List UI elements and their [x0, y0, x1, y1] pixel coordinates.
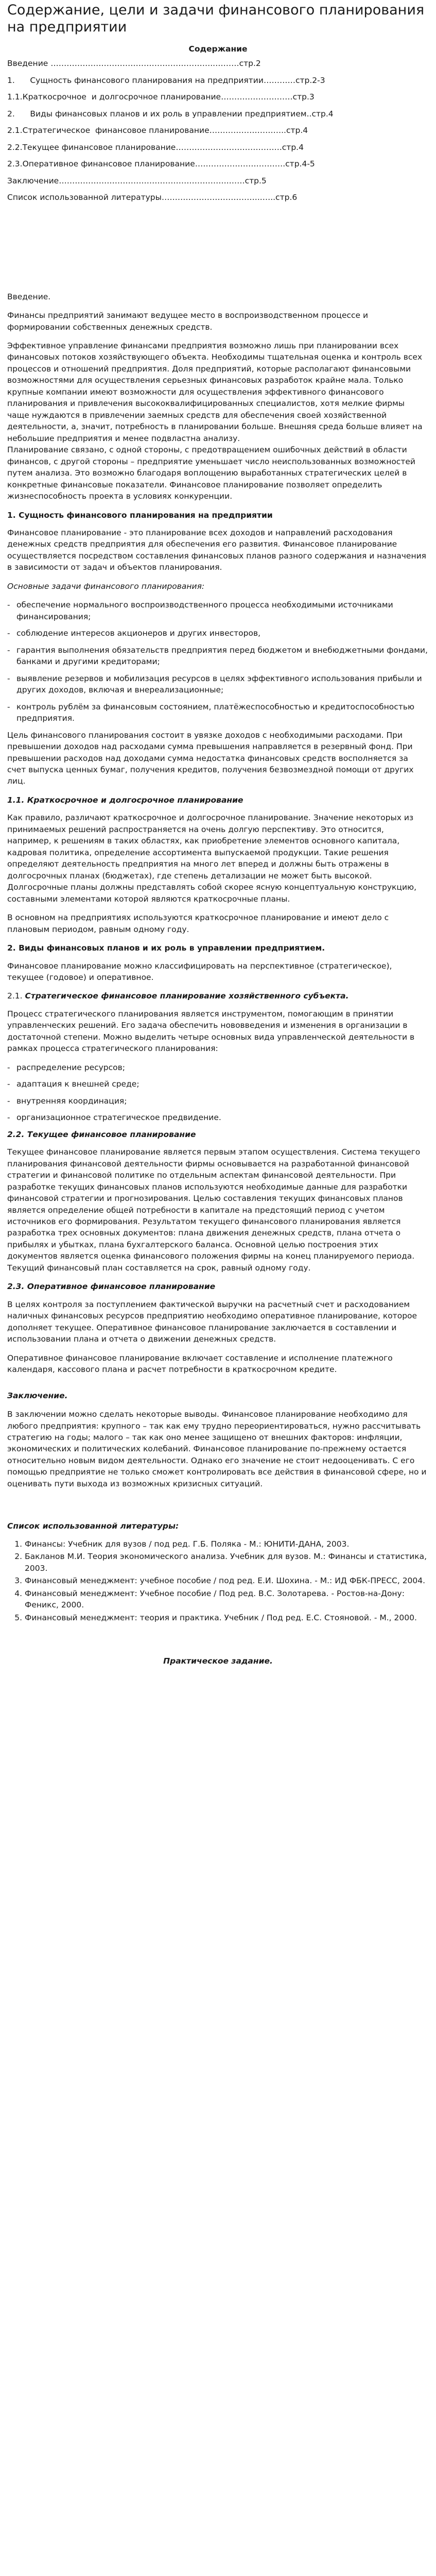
practical-task-heading: Практическое задание. — [163, 1656, 273, 1666]
list-item-text: соблюдение интересов акционеров и других инвесторов, — [16, 629, 261, 638]
section-number: 2.1. — [7, 991, 23, 1001]
toc-line: Заключение……………………………………………………….……стр.5 — [7, 176, 267, 185]
intro-heading: Введение. — [7, 292, 51, 301]
page-title: Содержание, цели и задачи финансового планирования на предприятии — [7, 2, 425, 35]
list-item — [7, 645, 429, 668]
dash-marker: - — [7, 1113, 10, 1123]
list-item-text: контроль рублём за финансовым состоянием, платёжеспособностью и кредитоспособностью предприятия. — [16, 702, 415, 723]
list-item-text: организационное стратегическое предвидение. — [16, 1113, 221, 1123]
list-item-text: обеспечение нормального воспроизводственного процесса необходимыми источниками финансирования; — [16, 600, 393, 621]
blank-space — [7, 209, 429, 291]
section-paragraph: Цель финансового планирования состоит в увязке доходов с необходимыми расходами. При превышении доходов над расходами сумма превышения направляется в резервный фонд. При превышении расходов над доходами сумма недостатка финансовых средств восполняется за счет выпуска ценных бумаг, получения кредитов, получения безвозмездной помощи от других лиц. — [7, 730, 414, 786]
literature-item: 3. Финансовый менеджмент: учебное пособие / под ред. Е.И. Шохина. - М.: ИД ФБК-ПРЕСС, 2004. — [25, 1575, 429, 1586]
literature-item: 4. Финансовый менеджмент: Учебное пособие / Под ред. В.С. Золотарева. - Ростов-на-Дону: Феникс, 2000. — [25, 1588, 429, 1611]
list-item — [7, 1095, 429, 1107]
toc-line: 2.3.Оперативное финансовое планирование…………………………….стр.4-5 — [7, 159, 315, 169]
intro-paragraph-group — [7, 340, 429, 502]
section-heading: 2. Виды финансовых планов и их роль в управлении предприятием. — [7, 943, 325, 953]
intro-paragraph: Финансы предприятий занимают ведущее место в воспроизводственном процессе и формировании собственных денежных средств. — [7, 311, 369, 332]
literature-heading: Список использованной литературы: — [7, 1521, 179, 1531]
literature-item: 5. Финансовый менеджмент: теория и практика. Учебник / Под ред. Е.С. Стояновой. - М., 2000. — [25, 1612, 429, 1623]
section-heading: 1.1. Краткосрочное и долгосрочное планирование — [7, 795, 243, 805]
dash-marker: - — [7, 673, 10, 683]
blank-space — [7, 1383, 429, 1390]
dash-marker: - — [7, 1062, 10, 1072]
tasks-heading: Основные задачи финансового планирования: — [7, 581, 205, 591]
section-2 — [7, 942, 429, 983]
section-1-1 — [7, 794, 429, 935]
section-paragraph: Финансовое планирование - это планирование всех доходов и направлений расходования денежных средств предприятия для обеспечения его развития. Финансовое планирование осуществляется посредством составления финансовых планов разного содержания и назначения в зависимости от задач и объектов планирования. — [7, 528, 426, 572]
section-paragraph: В основном на предприятиях используются краткосрочное планирование и имеют дело с плановым периодом, равным одному году. — [7, 913, 389, 934]
toc-line: 1. Сущность финансового планирования на предприятии…………стр.2-3 — [7, 75, 325, 85]
list-item — [7, 599, 429, 622]
literature-section — [7, 1520, 429, 1623]
toc-heading: Содержание — [188, 44, 248, 54]
intro-paragraph: Планирование связано, с одной стороны, с предотвращением ошибочных действий в области финансов, с другой стороны – предприятие уменьшает число неиспользованных возможностей путем анализа. Это возможно благодаря воплощению выработанных стратегических целей в конкретные финансовые показатели. Финансовое планирование позволяет определить жизнеспособность проекта в условиях конкуренции. — [7, 445, 415, 501]
intro-paragraph: Эффективное управление финансами предприятия возможно лишь при планировании всех финансовых потоков хозяйствующего объекта. Необходимы тщательная оценка и контроль всех процессов и отношений предприятия. Доля предприятий, которые располагают финансовыми возможностями для осуществления серьезных финансовых разработок крайне мала. Только крупные компании имеют возможности для осуществления эффективного финансового планирования и привлечения высококвалифицированных специалистов, хотя мелкие фирмы чаще нуждаются в привлечении заемных средств для обеспечения своей хозяйственной деятельности, а, значит, потребность в планировании больше. Внешняя среда больше влияет на небольшие предприятия и менее подвластна анализу. — [7, 341, 423, 443]
section-heading-text: Стратегическое финансовое планирование хозяйственного субъекта. — [25, 991, 349, 1001]
conclusion-paragraph: В заключении можно сделать некоторые выводы. Финансовое планирование необходимо для любого предприятия: крупного – так как ему трудно переориентироваться, нужно рассчитывать стратегию на годы; малого – так как оно менее защищено от внешних факторов: инфляции, экономических и политических колебаний. Финансовое планирование по-прежнему остается относительно новым видом деятельности. Однако его значение не стоит недооценивать. С его помощью предприятие не только сможет контролировать все действия в финансовой сфере, но и оценивать пути выхода из возможных кризисных ситуаций. — [7, 1410, 427, 1488]
list-item-text: гарантия выполнения обязательств предприятия перед бюджетом и внебюджетными фондами, банками и другими кредиторами; — [16, 645, 428, 667]
toc-line: 2.1.Стратегическое финансовое планирование………………………..стр.4 — [7, 126, 308, 135]
literature-item: 1. Финансы: Учебник для вузов / под ред. Г.Б. Поляка - М.: ЮНИТИ-ДАНА, 2003. — [25, 1538, 429, 1550]
intro-section — [7, 291, 429, 502]
conclusion-heading: Заключение. — [7, 1391, 68, 1400]
list-item — [7, 673, 429, 696]
section-2-3 — [7, 1281, 429, 1375]
list-item — [7, 1062, 429, 1073]
list-item-text: распределение ресурсов; — [16, 1062, 126, 1072]
section-heading — [7, 990, 429, 1002]
toc-line: 2. Виды финансовых планов и их роль в управлении предприятием..стр.4 — [7, 109, 334, 118]
list-item — [7, 1112, 429, 1123]
list-item-text: адаптация к внешней среде; — [16, 1079, 139, 1089]
section-paragraph: Как правило, различают краткосрочное и долгосрочное планирование. Значение некоторых из принимаемых решений распространяется на очень долгую перспективу. Это относится, например, к решениям в таких областях, как приобретение элементов основного капитала, кадровая политика, определение ассортимента выпускаемой продукции. Такие решения определяют деятельность предприятия на много лет вперед и должны быть отражены в долгосрочных планах (бюджетах), где степень детализации не может быть высокой. Долгосрочные планы должны представлять собой скорее ясную концептуальную конструкцию, составными элементами которой являются краткосрочные планы. — [7, 813, 417, 904]
toc-line: Список использованной литературы………………………………..…..стр.6 — [7, 193, 298, 202]
section-paragraph: В целях контроля за поступлением фактической выручки на расчетный счет и расходованием наличных финансовых ресурсов предприятию необходимо оперативное планирование, которое дополняет текущее. Оперативное финансовое планирование заключается в составлении и использовании плана и отчета о движении денежных средств. — [7, 1299, 417, 1344]
section-heading: 2.3. Оперативное финансовое планирование — [7, 1282, 216, 1292]
table-of-contents — [7, 43, 429, 204]
section-paragraph: Финансовое планирование можно классифицировать на перспективное (стратегическое), текущее (годовое) и оперативное. — [7, 961, 392, 982]
list-item-text: внутренняя координация; — [16, 1096, 127, 1106]
section-2-1 — [7, 990, 429, 1123]
dash-marker: - — [7, 645, 10, 655]
toc-line: Введение ……………………………………………………..………стр.2 — [7, 59, 261, 69]
list-item — [7, 701, 429, 724]
literature-item: 2. Бакланов М.И. Теория экономического анализа. Учебник для вузов. М.: Финансы и статистика, 2003. — [25, 1551, 429, 1574]
section-1 — [7, 510, 429, 787]
section-2-2 — [7, 1129, 429, 1274]
literature-list — [7, 1538, 429, 1623]
section-paragraph: Процесс стратегического планирования является инструментом, помогающим в принятии управленческих решений. Его задача обеспечить нововведения и изменения в организации в достаточной степени. Можно выделить четыре основных вида управленческой деятельности в рамках процесса стратегического планирования: — [7, 1009, 415, 1054]
dash-marker: - — [7, 702, 10, 711]
list-item — [7, 628, 429, 639]
dash-marker: - — [7, 1096, 10, 1106]
list-item — [7, 1078, 429, 1090]
dash-marker: - — [7, 629, 10, 638]
section-heading: 2.2. Текущее финансовое планирование — [7, 1129, 196, 1139]
toc-line: 2.2.Текущее финансовое планирование………………………………….стр.4 — [7, 142, 304, 152]
conclusion-section — [7, 1390, 429, 1490]
dash-marker: - — [7, 600, 10, 610]
section-paragraph: Оперативное финансовое планирование включает составление и исполнение платежного календаря, кассового плана и расчет потребности в краткосрочном кредите. — [7, 1353, 393, 1375]
toc-line: 1.1.Краткосрочное и долгосрочное планирование………………………стр.3 — [7, 92, 315, 102]
section-paragraph: Текущее финансовое планирование является первым этапом осуществления. Система текущего планирования финансовой деятельности фирмы основывается на разработанной финансовой стратегии и финансовой политике по отдельным аспектам финансовой деятельности. При разработке текущих финансовых планов используются необходимые данные для разработки финансовой стратегии и прогнозирования. Целью составления текущих финансовых планов является определение общей потребности в капитале на предстоящий период с учетом источников его формирования. Результатом текущего финансового планирования является разработка трех основных документов: плана движения денежных средств, плана отчета о прибылях и убытках, плана бухгалтерского баланса. Основной целью построения этих документов является оценка финансового положения фирмы на конец планируемого периода. Текущий финансовый план составляется на срок, равный одному году. — [7, 1147, 421, 1273]
section-heading: 1. Сущность финансового планирования на предприятии — [7, 510, 273, 520]
list-item-text: выявление резервов и мобилизация ресурсов в целях эффективного использования прибыли и других доходов, включая и внереализационные; — [16, 673, 422, 695]
dash-marker: - — [7, 1079, 10, 1089]
